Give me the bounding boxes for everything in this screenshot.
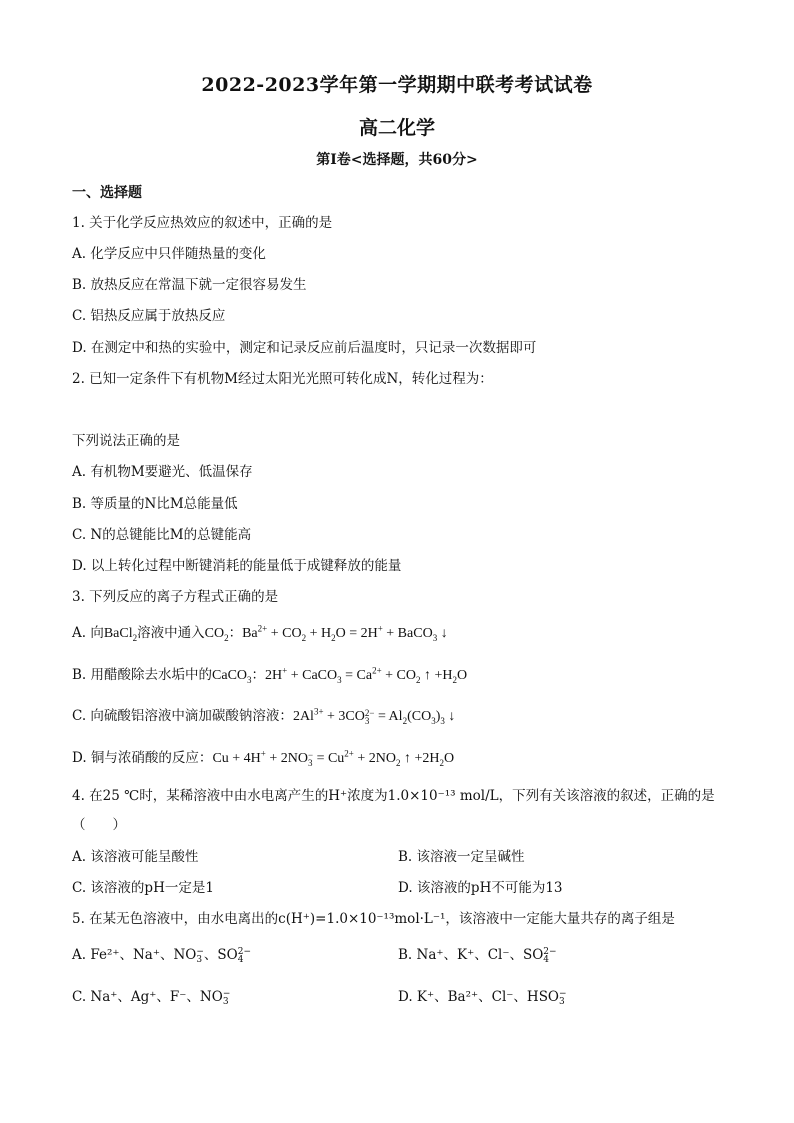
section-heading: 一、选择题 [72, 185, 142, 201]
q5-option-b: B. Na⁺、K⁺、Cl⁻、SO 2− 4 [398, 946, 557, 965]
q2-stem: 2. 已知一定条件下有机物M经过太阳光光照可转化成N，转化过程为： [72, 371, 493, 387]
q4-option-d: D. 该溶液的pH不可能为13 [398, 880, 563, 896]
q2-option-d: D. 以上转化过程中断键消耗的能量低于成键释放的能量 [72, 558, 402, 574]
q5-option-a: A. Fe²⁺、Na⁺、NO − 3 、SO 2− 4 [72, 946, 252, 965]
q3-stem: 3. 下列反应的离子方程式正确的是 [72, 589, 279, 605]
q3-option-a: A. 向BaCl$_2$溶液中通入$CO_2$：$Ba^{2+} + CO_2 + H_2O = 2H^+$ + BaCO$_3$ ↓ [72, 623, 448, 643]
q1-option-d: D. 在测定中和热的实验中，测定和记录反应前后温度时，只记录一次数据即可 [72, 340, 537, 356]
subject-title: 高二化学 [358, 117, 435, 139]
q4-paren: （ ） [72, 817, 126, 833]
q1-option-c: C. 铝热反应属于放热反应 [72, 308, 226, 324]
q2-option-b: B. 等质量的N比M总能量低 [72, 496, 238, 512]
exam-title: 2022-2023学年第一学期期中联考考试试卷 [201, 74, 593, 96]
q1-option-a: A. 化学反应中只伴随热量的变化 [72, 246, 266, 262]
q2-option-a: A. 有机物M要避光、低温保存 [72, 464, 253, 480]
q4-option-b: B. 该溶液一定呈碱性 [398, 849, 525, 865]
q1-option-b: B. 放热反应在常温下就一定很容易发生 [72, 277, 307, 293]
q3-option-c: C. 向硫酸铝溶液中滴加碳酸钠溶液：$2Al^{3+} + 3CO$ 2− 3 = $Al_2(CO_3)_3$ ↓ [72, 706, 456, 726]
q5-stem: 5. 在某无色溶液中，由水电离出的c(H⁺)=1.0×10⁻¹³mol·L⁻¹，该溶液中一定能大量共存的离子组是 [72, 911, 675, 927]
q5-option-d: D. K⁺、Ba²⁺、Cl⁻、HSO − 3 [398, 988, 567, 1007]
q1-stem: 1. 关于化学反应热效应的叙述中，正确的是 [72, 215, 333, 231]
part-title: 第I卷<选择题，共60分> [316, 152, 478, 168]
q5-option-c: C. Na⁺、Ag⁺、F⁻、NO − 3 [72, 988, 231, 1007]
q3-option-b: B. 用醋酸除去水垢中的CaCO$_3$：2H+ + CaCO$_3$ = $Ca^{2+} + CO_2$ ↑ $+H_2O$ [72, 665, 468, 685]
q4-option-c: C. 该溶液的pH一定是1 [72, 880, 214, 896]
q4-option-a: A. 该溶液可能呈酸性 [72, 849, 199, 865]
q2-lead: 下列说法正确的是 [72, 433, 180, 449]
q4-stem: 4. 在25 ℃时，某稀溶液中由水电离产生的H⁺浓度为1.0×10⁻¹³ mol/L，下列有关该溶液的叙述，正确的是 [72, 788, 715, 804]
q3-option-d: D. 铜与浓硝酸的反应：Cu + 4H+ + 2NO − 3 = $Cu^{2+} + 2NO_2$ ↑ $+2H_2O$ [72, 748, 455, 768]
q2-option-c: C. N的总键能比M的总键能高 [72, 527, 252, 543]
